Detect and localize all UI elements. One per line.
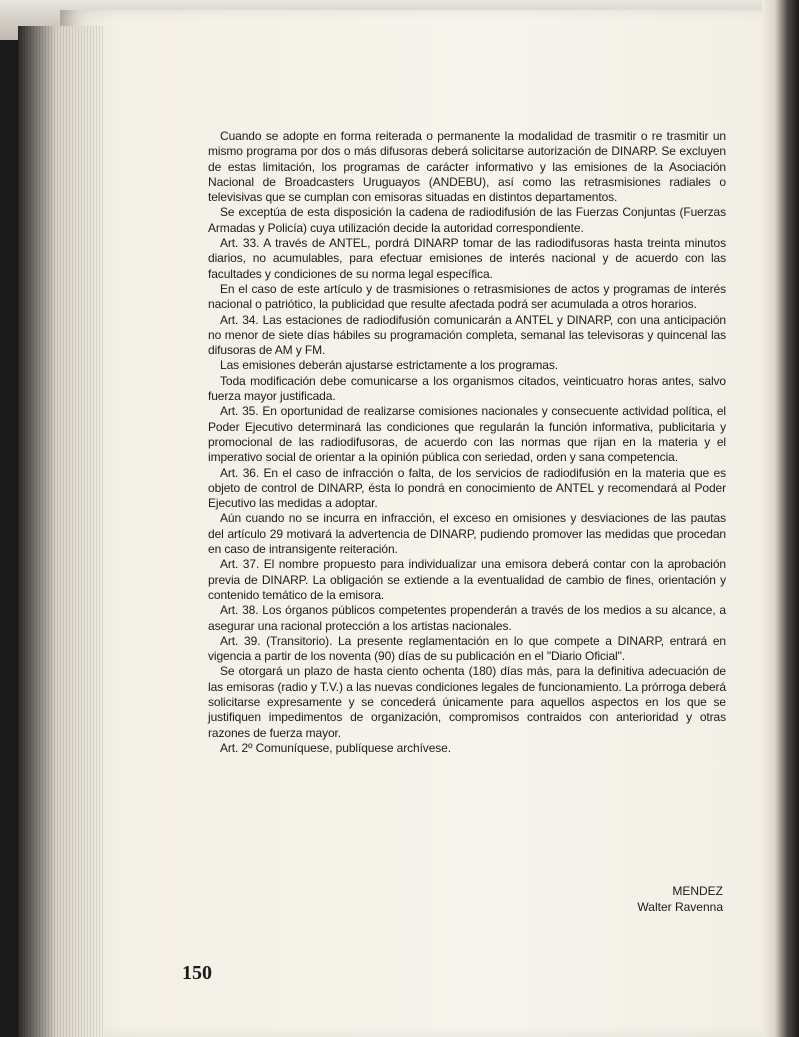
paragraph: Art. 34. Las estaciones de radiodifusión comunicarán a ANTEL y DINARP, con una anticipación no menor de siete días hábiles su programación completa, semanal las televisoras y quincenal las difusoras de AM y FM.	[208, 312, 726, 358]
paragraph: Cuando se adopte en forma reiterada o permanente la modalidad de trasmitir o re trasmitir un mismo programa por dos o más difusoras deberá solicitarse autorización de DINARP. Se excluyen de estas limitación, los programas de carácter informativo y las emisiones de la Asociación Nacional de Broadcasters Uruguayos (ANDEBU), así como las retrasmisiones radiales o televisivas que se cumplan con emisoras situadas en distintos departamentos.	[208, 129, 726, 205]
paragraph: En el caso de este artículo y de trasmisiones o retrasmisiones de actos y programas de interés nacional o patriótico, la publicidad que resulte afectada podrá ser acumulada a otros horarios.	[208, 281, 726, 312]
paragraph: Art. 38. Los órganos públicos competentes propenderán a través de los medios a su alcance, a asegurar una racional protección a los artistas nacionales.	[208, 603, 726, 633]
body-text	[208, 129, 726, 756]
paragraph: Art. 2º Comuníquese, publíquese archívese.	[220, 740, 451, 755]
paragraph: Art. 37. El nombre propuesto para individualizar una emisora deberá contar con la aprobación previa de DINARP. La obligación se extiende a la eventualidad de cambio de fines, orientación y contenido temático de la emisora.	[208, 557, 726, 602]
page-edge-right	[762, 0, 799, 1037]
paragraph: Las emisiones deberán ajustarse estrictamente a los programas.	[220, 358, 558, 373]
paragraph: Art. 39. (Transitorio). La presente reglamentación en lo que compete a DINARP, entrará en vigencia a partir de los noventa (90) días de su publicación en el "Diario Oficial".	[208, 633, 726, 664]
paragraph: Art. 36. En el caso de infracción o falta, de los servicios de radiodifusión en la materia que es objeto de control de DINARP, ésta lo pondrá en conocimiento de ANTEL y recomendará al Poder Ejecutivo las medidas a adoptar.	[208, 465, 726, 511]
paragraph: Se exceptúa de esta disposición la cadena de radiodifusión de las Fuerzas Conjuntas (Fuerzas Armadas y Policía) cuya utilización decide la autoridad correspondiente.	[208, 205, 726, 235]
paragraph: Toda modificación debe comunicarse a los organismos citados, veinticuatro horas antes, salvo fuerza mayor justificada.	[208, 373, 726, 404]
page-edges-left	[18, 26, 104, 1037]
paragraph: Aún cuando no se incurra en infracción, el exceso en omisiones y desviaciones de las pautas del artículo 29 motivará la advertencia de DINARP, pudiendo promover las medidas que procedan en caso de intransigente reiteración.	[208, 511, 726, 557]
signature-block	[637, 883, 723, 915]
paragraph: Se otorgará un plazo de hasta ciento ochenta (180) días más, para la definitiva adecuación de las emisoras (radio y T.V.) a las nuevas condiciones legales de funcionamiento. La prórroga deberá solicitarse expresamente y se concederá únicamente para aquellos aspectos en los que se justifiquen impedimentos de organización, compromisos contraidos con anterioridad y otras razones de fuerza mayor.	[208, 664, 726, 740]
page-number: 150	[182, 962, 212, 984]
signature-surname: MENDEZ	[672, 884, 723, 898]
paragraph: Art. 35. En oportunidad de realizarse comisiones nacionales y consecuente actividad política, el Poder Ejecutivo determinará las condiciones que regularán la función informativa, publicitaria y promocional de las radiodifusoras, de acuerdo con las normas que rijan en la materia y el imperativo social de orientar a la opinión pública con seriedad, orden y sana competencia.	[208, 404, 726, 465]
paragraph: Art. 33. A través de ANTEL, pordrá DINARP tomar de las radiodifusoras hasta treinta minutos diarios, no acumulables, para efectuar emisiones de interés nacional y de acuerdo con las facultades y condiciones de su norma legal específica.	[208, 236, 726, 281]
signature-name: Walter Ravenna	[637, 900, 723, 914]
